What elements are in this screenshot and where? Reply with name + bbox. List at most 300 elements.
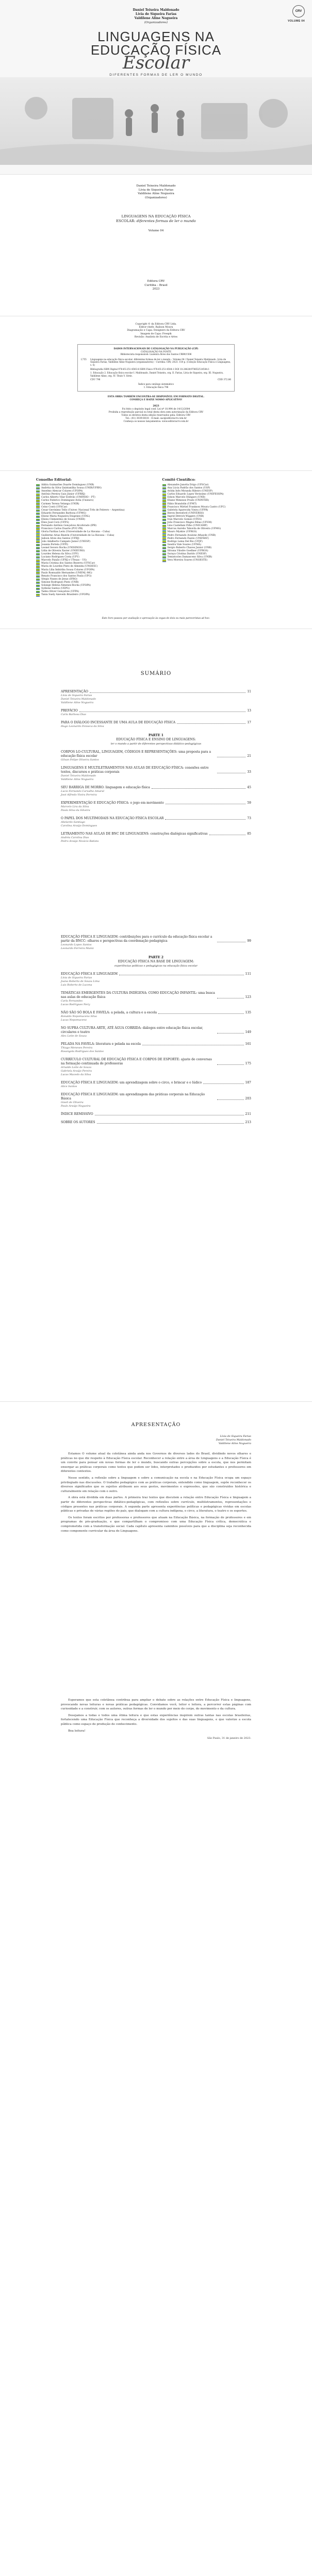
- presentation-author: Valdilene Aline Nogueira: [218, 1442, 251, 1445]
- toc-entry[interactable]: [61, 766, 251, 782]
- council-member-name: Lourdes Helena da Silva (UFV): [41, 553, 79, 556]
- council-member-name: Maria Lília Imbiriba Sousa Colares (UFOPA): [41, 568, 95, 571]
- toc-entry-title: EDUCAÇÃO FÍSICA E LINGUAGEM: [61, 972, 118, 976]
- toc-entry[interactable]: [61, 1026, 251, 1038]
- council-member-name: Ana Lúcia Padrão dos Santos (USP): [167, 487, 210, 490]
- toc-page-number: 21: [247, 754, 251, 758]
- council-member-name: Maria Cristina dos Santos Bezerra (UFSCar): [41, 562, 95, 565]
- presentation-author: Daniel Teixeira Maldonado: [216, 1438, 251, 1442]
- toc-entry-title: EXPERIMENTAÇÃO E EDUCAÇÃO FÍSICA: o jogo em movimento: [61, 801, 164, 805]
- digital-notice: ESTA OBRA TAMBÉM ENCONTRA-SE DISPONÍVEL EM FORMATO DIGITAL.: [107, 396, 205, 399]
- toc-entry[interactable]: [61, 801, 251, 812]
- toc-title: SUMÁRIO: [140, 671, 172, 676]
- toc-entry[interactable]: [61, 817, 251, 828]
- toc-entry-title: CORPOS LO-CULTURAL, LINGUAGEM, CÓDIGOS E REPRESENTAÇÕES: uma proposta para a educação física escolar: [61, 750, 211, 758]
- flag-icon: [36, 591, 40, 594]
- toc-page-number: 73: [247, 817, 251, 820]
- toc-part-title: EDUCAÇÃO FÍSICA E ENSINO DE LINGUAGENS:: [116, 738, 196, 741]
- flag-icon: [36, 503, 40, 505]
- title-page-editors: [0, 174, 312, 200]
- flag-icon: [162, 516, 166, 518]
- cover-title-line1: LINGUAGENS NA: [97, 29, 215, 44]
- flag-icon: [36, 510, 40, 512]
- toc-entry[interactable]: [61, 1112, 251, 1116]
- cip-cdd: CDD 372.86: [218, 378, 231, 381]
- council-member-name: Eliane Mimesse Prado (UNINTER): [167, 499, 209, 502]
- cip-librarian: Bibliotecária responsável: Luzenira Alves dos Santos CRB9/1506: [120, 353, 192, 356]
- toc-page-number: 17: [247, 721, 251, 724]
- cover-editor: Valdilene Aline Nogueira: [134, 16, 178, 20]
- legal-block: [0, 405, 312, 423]
- flag-icon: [162, 484, 166, 487]
- council-member-name: Francisco Mirtiel Frankson Moura Castro (UFC): [167, 505, 226, 509]
- flag-icon: [36, 540, 40, 543]
- council-member-name: Leonel Severo Rocha (UNISINOS): [41, 546, 83, 549]
- flag-icon: [36, 513, 40, 515]
- council-member-name: Josania Portela (UFPI): [41, 543, 68, 546]
- toc-page-number: 45: [247, 786, 251, 789]
- toc-entry[interactable]: [61, 935, 251, 951]
- flag-icon: [162, 544, 166, 547]
- council-member-name: Suraya Cristina Darido (UNESP): [167, 553, 207, 556]
- title-page-imprint: [0, 280, 312, 292]
- flag-icon: [36, 522, 40, 524]
- flag-icon: [162, 547, 166, 550]
- council-member-name: Lídia de Oliveira Xavier (UNIEURO): [41, 549, 85, 552]
- flag-icon: [36, 500, 40, 502]
- toc-page-number: 85: [247, 832, 251, 836]
- flag-icon: [162, 519, 166, 521]
- editorial-members-list: [36, 484, 150, 597]
- toc-entry[interactable]: [61, 1093, 251, 1108]
- flag-icon: [162, 506, 166, 509]
- toc-entry-title: EDUCAÇÃO FÍSICA E LINGUAGEM: um aprendizagem das práticas corporais na Educação Básica: [61, 1093, 205, 1100]
- toc-leader-dots: [203, 1083, 243, 1084]
- flag-icon: [36, 585, 40, 587]
- flag-icon: [36, 487, 40, 490]
- toc-page-number: 123: [245, 995, 251, 999]
- council-member-name: Eduardo Fernandes Barbosa (UFMG): [41, 512, 86, 515]
- cip-title: DADOS INTERNACIONAIS DE CATALOGAÇÃO NA PUBLICAÇÃO (CIP): [113, 347, 199, 350]
- toc-page-number: 211: [245, 1112, 251, 1116]
- toc-page-number: 111: [245, 972, 251, 976]
- council-member-name: Carmen Tereza Velanga (UNIR): [41, 502, 79, 505]
- council-member-name: Sandra Vale Soares (UFMA): [167, 543, 202, 546]
- credit-line: Imagem de Capa: Freepik: [140, 332, 172, 335]
- toc-page-number: 59: [247, 801, 251, 805]
- toc-entry-authors: Alice Santos: [61, 1085, 77, 1088]
- toc-entry-authors: Gilvan Felipe Oliveira Santos: [61, 758, 99, 761]
- toc-leader-dots: [217, 1064, 244, 1065]
- toc-leader-dots: [97, 1123, 244, 1124]
- cover-editor: Daniel Teixeira Maldonado: [133, 8, 179, 12]
- toc-list: [61, 690, 251, 1125]
- flag-icon: [36, 490, 40, 493]
- flag-icon: [162, 487, 166, 490]
- paragraph: A obra está dividida em duas partes. A primeira traz textos que discutem a relação entre Educação Física e linguagem a partir de diferentes perspectivas didático-pedagógicas, com reflexões sobre currículo, multiletramentos, representações e códigos presentes nas práticas corporais. A segunda parte apresenta experiências políticas e pedagógicas vividas em escolas públicas e privadas de várias regiões do país, que dialogam com a cultura indígena, o circo, a literatura, o teatro e os esportes.: [61, 1496, 251, 1513]
- toc-entry-authors: Ronaldo Nepomuceno Silva Lucas Nepomuceno: [61, 1015, 97, 1022]
- council-member: [162, 559, 276, 562]
- toc-page-number: 13: [247, 709, 251, 713]
- flag-icon: [162, 525, 166, 528]
- toc-leader-dots: [158, 1013, 243, 1014]
- toc-entry[interactable]: [61, 721, 251, 728]
- title-page-title-main: LINGUAGENS NA EDUCAÇÃO FÍSICA: [121, 214, 191, 218]
- toc-entry[interactable]: [61, 750, 251, 762]
- cover-volume: VOLUME 04: [288, 20, 305, 23]
- toc-entry[interactable]: [61, 832, 251, 843]
- toc-entry-title: ÍNDICE REMISSIVO: [61, 1112, 93, 1116]
- council-member-name: Anselmo Alencar Colares (UFOPA): [41, 490, 83, 493]
- credit-line: Diagramação e Capa: Designers da Editora CRV: [127, 329, 185, 332]
- council-member-name: João Francisco Magno Ribas (UFSM): [167, 521, 212, 524]
- cover-editors-role: (Organizadores): [144, 21, 168, 24]
- toc-page-number: 11: [247, 690, 251, 693]
- toc-page-number: 161: [245, 1042, 251, 1046]
- cip-box: [77, 344, 235, 392]
- flag-icon: [162, 553, 166, 556]
- cover-subtitle: DIFERENTES FORMAS DE LER O MUNDO: [109, 73, 203, 77]
- toc-entry-title: SOBRE OS AUTORES: [61, 1121, 95, 1124]
- toc-entry[interactable]: [61, 1011, 251, 1022]
- cip-subjects: 1. Educação 2. Educação física escolar I. Maldonado, Daniel Teixeira, org. II. Farias, Lívia de Siqueira, org. III. Nogueira, Valdilene Aline, org. IV. Título V. Série.: [90, 371, 224, 377]
- flag-icon: [36, 566, 40, 568]
- flag-icon: [36, 550, 40, 553]
- flag-icon: [162, 528, 166, 531]
- council-member-name: Guillermo Arias Beatón (Universidade de La Havana – Cuba): [41, 534, 114, 537]
- toc-part-title: EDUCAÇÃO FÍSICA NA BASE DE LINGUAGEM:: [118, 960, 194, 963]
- council-member-name: Vera Moreira Soares (UNOESTE): [167, 559, 208, 562]
- council-member-name: Mauro Myskiw (UFRGS): [167, 531, 197, 534]
- flag-icon: [36, 531, 40, 534]
- toc-part-subtitle: experiências políticas e pedagógicas na educação física escolar: [114, 964, 198, 968]
- cip-isbn: Bibliografia ISBN Digital 978-65-251-4545-8 ISBN Físico 978-65-251-4544-1 DOI 10.24824/978652514544.1: [90, 367, 210, 370]
- council-member-name: Gabriela Aparecida Vieira (UFPR): [167, 509, 208, 512]
- council-member-name: Francisco Carlos Duarte (PUC-PR): [41, 528, 83, 531]
- toc-leader-dots: [217, 1099, 244, 1100]
- toc-page-number: 99: [247, 939, 251, 943]
- toc-entry[interactable]: [61, 991, 251, 1007]
- flag-icon: [162, 556, 166, 559]
- title-page-year: 2023: [152, 287, 160, 291]
- flag-icon: [36, 575, 40, 578]
- toc-entry[interactable]: [61, 709, 251, 717]
- toc-page-number: 33: [247, 770, 251, 774]
- flag-icon: [36, 569, 40, 571]
- flag-icon: [36, 556, 40, 559]
- council-member-name: João Adalberto Campato Junior (UNESP): [41, 540, 91, 543]
- toc-entry-authors: Lívia de Siqueira Farias Joana Roberta de Souza Lima Luis Roberto de Lucena: [61, 976, 100, 987]
- council-member-name: Luciano Rodrigues Costa (UFV): [41, 556, 79, 559]
- council-member-name: Antônio Pereira Gaio Júnior (UFRRJ): [41, 493, 86, 496]
- council-member-name: Temistocles Damasceno Silva (UNIR): [167, 556, 212, 559]
- cip-index: Índice para catálogo sistemático 1. Educação física 796: [138, 382, 174, 388]
- toc-entry-title: PELADA NA FAVELA: literatura e pelada na escola: [61, 1042, 141, 1046]
- flag-icon: [36, 572, 40, 574]
- flag-icon: [162, 497, 166, 499]
- credit-line: Copyright © da Editora CRV Ltda.: [135, 323, 177, 326]
- toc-leader-dots: [79, 711, 246, 712]
- title-page-editor: Valdilene Aline Nogueira: [138, 192, 174, 195]
- flag-icon: [36, 579, 40, 581]
- council-member-name: Celso Conti (UFSCar): [41, 505, 68, 509]
- credit-line: Revisão: Analista de Escrita e Artes: [134, 335, 178, 338]
- toc-entry[interactable]: [61, 786, 251, 797]
- cip-subtitle: CATALOGAÇÃO NA FONTE: [140, 350, 172, 353]
- council-member-name: Alexandre Janotta Drigo (UFSCar): [167, 484, 209, 486]
- editorial-council: [36, 478, 150, 597]
- council-member-name: Elizeu Clementino de Souza (UNEB): [41, 518, 85, 521]
- toc-entry-authors: Alex Leite de Souza: [61, 1035, 87, 1038]
- councils-columns: [0, 470, 312, 597]
- council-member-name: Carlos Eduardo Lopes Verissimo (UNIFESSPA): [167, 493, 224, 496]
- presentation-body: [61, 1452, 251, 1533]
- toc-entry-authors: Marcelo Lira da Silva Paula Silva da Silveira: [61, 805, 90, 812]
- cip-code: L755: [81, 358, 87, 361]
- flag-icon: [36, 563, 40, 565]
- council-member-name: Fernando Antônio Gonçalves Alcoforado (IPB): [41, 524, 97, 528]
- editorial-council-title: Conselho Editorial:: [36, 478, 72, 482]
- flag-icon: [36, 497, 40, 499]
- toc-entry-authors: Lívia de Siqueira Farias Daniel Teixeira Maldonado Valdilene Aline Nogueira: [61, 694, 96, 704]
- scientific-committee: [162, 478, 276, 597]
- credit-line: Editor-chefe: Railson Moura: [139, 326, 173, 329]
- flag-icon: [162, 490, 166, 493]
- council-member: [36, 594, 150, 597]
- flag-icon: [36, 484, 40, 487]
- councils-page: [0, 470, 312, 629]
- toc-page-number: 175: [245, 1062, 251, 1065]
- flag-icon: [36, 588, 40, 590]
- council-member-name: Marcelo Paixão (UFRJ e UTexas – US): [41, 559, 87, 562]
- council-member-name: Carlos Federico Dominguez Avila (Unieuro): [41, 499, 94, 502]
- flag-icon: [36, 534, 40, 537]
- cip-cdu: CDU 796: [90, 378, 101, 381]
- council-member-name: Tadeu Oliver Gonçalves (UFPA): [41, 590, 79, 594]
- council-member-name: Élsio José Corá (UFFS): [41, 521, 69, 524]
- title-page-volume: Volume 04: [148, 229, 164, 232]
- title-page-editor: Lívia de Siqueira Farias: [138, 188, 174, 192]
- council-member-name: Renato Francisco dos Santos Paula (UFG): [41, 574, 92, 578]
- toc-entry-title: LETRAMENTO NAS AULAS DE BNC DE LINGUAGENS: construções dialógicas significativas: [61, 832, 208, 836]
- toc-entry-title: NÃO SÃO SÓ BOLA E FAVELA: a pelada, a cultura e a escola: [61, 1011, 157, 1014]
- title-page-editors-role: (Organizadores): [145, 196, 167, 199]
- council-member-name: Ivan Marcelo Gomes (UFES): [167, 518, 202, 521]
- toc-leader-dots: [165, 819, 245, 820]
- council-member-name: Silvana Vilodre Goellner (UFRGS): [167, 549, 208, 552]
- closing-line: Boa leitura!: [68, 1729, 86, 1733]
- copyright-page: [0, 316, 312, 471]
- council-member-name: Marcus Aurelio Taborda de Oliveira (UFMG): [167, 528, 221, 531]
- toc-leader-dots: [152, 788, 246, 789]
- flag-icon: [36, 547, 40, 550]
- toc-entry-title: LINGUAGENS E MULTILETRAMENTOS NAS AULAS DE EDUCAÇÃO FÍSICA: conexões entre textos, discursos e práticas corporais: [61, 766, 209, 774]
- flag-icon: [162, 560, 166, 562]
- toc-entry-authors: Daniel Teixeira Maldonado Valdilene Aline Nogueira: [61, 774, 96, 781]
- toc-entry-authors: Andréa Carolina Dias Pedro Araújo Nicácio Batista: [61, 836, 99, 843]
- flag-icon: [36, 528, 40, 531]
- toc-entry-authors: Thiago Meneses Pereira Rosangela Rodrigues dos Santos: [61, 1046, 104, 1053]
- app-notice: CONHEÇA E BAIXE NOSSO APLICATIVO!: [129, 399, 183, 402]
- title-page-title: [0, 214, 312, 234]
- presentation-authors: [0, 1435, 251, 1446]
- toc-entry-title: PREFÁCIO: [61, 709, 78, 713]
- toc-page-number: 187: [245, 1081, 251, 1084]
- flag-icon: [162, 503, 166, 505]
- scientific-committee-title: Comitê Científico:: [162, 478, 196, 482]
- flag-icon: [36, 519, 40, 521]
- flag-icon: [36, 537, 40, 540]
- title-page-editor: Daniel Teixeira Maldonado: [136, 184, 176, 188]
- toc-entry-title: SEU BARRIGA DE MORRO: linguagem e educação física: [61, 786, 150, 789]
- toc-entry-title: EDUCAÇÃO FÍSICA E LINGUAGEM: contribuições para o currículo da educação física escolar a partir da BNCC: olhares e perspectivas da coordenação pedagógica: [61, 935, 212, 943]
- council-member-name: Simone Rodrigues Pinto (UNB): [41, 581, 79, 584]
- toc-entry-authors: Abelardo Santiago Carolina Araújo Domingues: [61, 821, 97, 827]
- council-member-name: Heron Beresford (UNIVERSO): [167, 512, 204, 515]
- flag-icon: [162, 510, 166, 512]
- council-member-name: Paulo Romualdo Hernandes (UNIFAL-MG): [41, 571, 92, 574]
- toc-entry-authors: Arnaldo Leite de Souza Gabriela Araújo Pereira Lucas Macedo da Silva: [61, 1066, 92, 1076]
- toc-part: [61, 734, 251, 746]
- credits-block: [0, 316, 312, 339]
- flag-icon: [162, 531, 166, 534]
- book-cover: [0, 0, 312, 175]
- cover-editors: [0, 0, 312, 25]
- place-date: São Paulo, 31 de janeiro de 2023.: [207, 1737, 251, 1740]
- flag-icon: [36, 506, 40, 509]
- council-member-name: Arilda Inês Miranda Ribeiro (UNESP): [167, 490, 213, 493]
- cover-title-line2: EDUCAÇÃO FÍSICA: [90, 42, 222, 58]
- paragraph: Desejamos a todas e todos uma ótima leitura e que estas experiências inspirem outras tantas nas escolas brasileiras, fortalecendo uma Educação Física que reconheça a diversidade dos sujeitos e das suas linguagens, e que valorize a escola pública como espaço de produção de conhecimento.: [61, 1714, 251, 1726]
- council-member-name: Elione Maria Nogueira Diogenes (UFAL): [41, 515, 90, 518]
- toc-entry[interactable]: [61, 690, 251, 705]
- toc-entry[interactable]: [61, 972, 251, 987]
- title-page-subtitle: diferentes formas de ler o mundo: [136, 219, 196, 223]
- scientific-members-list: [162, 484, 276, 562]
- toc-entry-authors: Hugo Leonardo Fonseca da Silva: [61, 725, 104, 728]
- paragraph: Estamos O volume atual da coletânea ainda anda nos Governos de diversos lados do Brasil, dividindo novos olhares e práticas no que diz respeito à Educação Física escolar. Reconhecer a relação entre a área de Linguagens e a Educação Física é um convite para pensar em novas formas de ler o mundo, buscando outras percepções sobre a escola, que nos permitam enxergar as práticas corporais como textos que podem ser lidos, interpretados e produzidos por estudantes e professores em diferentes contextos.: [61, 1452, 251, 1473]
- council-member-name: Gloria Fariñas León (Universidade de La Havana – Cuba): [41, 531, 110, 534]
- cover-illustration: [0, 77, 312, 165]
- council-member-name: Jailson Alves dos Santos (UFRJ): [41, 537, 79, 540]
- toc-part-label: PARTE 2: [149, 956, 163, 959]
- presentation-author: Lívia de Siqueira Farias: [220, 1435, 251, 1438]
- cip-reference: Linguagens na educação física escolar: diferentes formas de ler o mundo – Volume 04 / Daniel Teixeira Maldonado, Lívia de Siqueira Farias, Valdilene Aline Nogueira (organizadores) – Curitiba: CRV, 2023. 154 p. (Coleção Educação Física e Linguagens, v. 4): [90, 358, 231, 366]
- presentation-body-continued: [61, 1698, 251, 1741]
- toc-leader-dots: [177, 723, 245, 724]
- council-member-name: Lino Castellani Filho (UNICAMP): [167, 524, 208, 528]
- toc-entry-title: APRESENTAÇÃO: [61, 690, 88, 693]
- toc-entry[interactable]: [61, 1121, 251, 1125]
- toc-entry-title: CURRÍCULO CULTURAL DE EDUCAÇÃO FÍSICA E CORPOS DE ESPORTE: ajuste de conversas na formação continuada de professoras: [61, 1058, 212, 1065]
- council-member-name: Sydione Santos (UEPG): [41, 587, 70, 590]
- flag-icon: [162, 494, 166, 496]
- flag-icon: [162, 537, 166, 540]
- toc-entry-authors: Carla Fernandes Lucas Rodrigues Nery: [61, 999, 90, 1006]
- council-member-name: Sergio Roberto Chaves Junior (UNB): [167, 546, 212, 549]
- flag-icon: [162, 513, 166, 515]
- council-member-name: Tania Suely Azevedo Brasileiro (UFOPA): [41, 594, 90, 597]
- paragraph: Os textos foram escritos por professoras e professores que atuam na Educação Básica, na formação de professores e em programas de pós-graduação, e que compartilham o compromisso com uma Educação Física crítica, democrática e comprometida com a transformação social. Cada capítulo apresenta caminhos possíveis para que a disciplina seja reconhecida como componente curricular da área de Linguagens.: [61, 1516, 251, 1533]
- flag-icon: [162, 522, 166, 524]
- toc-page-number: 135: [245, 1011, 251, 1014]
- flag-icon: [162, 550, 166, 553]
- council-member-name: Aldira Guimarães Duarte Domínguez (UNB): [41, 484, 94, 486]
- toc-entry[interactable]: [61, 1058, 251, 1077]
- title-page-publisher: Editora CRV: [147, 280, 165, 283]
- toc-entry-title: NO SUPRA CULTURA ARTE, ATÉ ÁGUA CORRIDA: diálogos entre educação física escolar, circulares e teatro: [61, 1026, 203, 1034]
- toc-part-subtitle: ler o mundo a partir de diferentes perspectivas didático-pedagógicas: [110, 742, 202, 745]
- council-member-name: Maria de Lourdes Pinto de Almeida (UNOESC): [41, 565, 98, 568]
- title-page-city: Curitiba – Brasil: [144, 283, 168, 287]
- council-member-name: Pedro Fernando Fazzio (UNEMAT): [167, 537, 209, 540]
- flag-icon: [36, 544, 40, 547]
- toc-entry-authors: Carla Barbosa Dias: [61, 713, 86, 716]
- flag-icon: [36, 494, 40, 496]
- rights-notice: [0, 396, 312, 402]
- toc-entry[interactable]: [61, 1081, 251, 1089]
- title-page: [0, 174, 312, 316]
- council-member-name: Carlos Alberto Vilar Estêvão (UMINHO – PT): [41, 496, 95, 499]
- publisher-logo: CRV: [292, 5, 305, 18]
- cover-title-script: Escolar: [122, 53, 190, 73]
- council-member-name: Cesar Gerónimo Tello (Univer. Nacional Três de Febrero – Argentina): [41, 509, 125, 512]
- peer-review-note: Este livro passou por avaliação e aprovação às cegas de dois ou mais pareceristas ad hoc.: [102, 617, 210, 620]
- toc-leader-dots: [90, 692, 246, 693]
- flag-icon: [162, 540, 166, 543]
- flag-icon: [36, 582, 40, 584]
- toc-entry-authors: Leonardo Lopes Santos Leonardo Ferreira Muniz: [61, 943, 94, 950]
- toc-entry-title: EDUCAÇÃO FÍSICA E LINGUAGEM: um aprendizagem sobre o circo, o brincar e o lúdico: [61, 1081, 202, 1084]
- council-member-name: Edson Marcelo Húngaro (UNB): [167, 496, 205, 499]
- council-member-name: Ingrid Dittrich Wiggers (UNB): [167, 515, 204, 518]
- title-page-title-rest: ESCOLAR:: [116, 219, 136, 223]
- cover-editor: Lívia de Siqueira Farias: [135, 12, 177, 16]
- toc-page-number: 213: [245, 1121, 251, 1124]
- toc-entry[interactable]: [61, 1042, 251, 1054]
- legal-text: Foi feito o depósito legal conf. Lei nº 10.994 de 14/12/2004 Proibida a reprodução parcial ou total desta obra sem autorização da Editora CRV Todos os direitos desta edição reservados pela: Editora CRV Tel.: (41) 3039-6418 – E-mail: sac@editoracrv.com.br Conheça os nossos lançamentos: www.editoracrv.com.br: [108, 408, 204, 423]
- flag-icon: [36, 560, 40, 562]
- paragraph: Nesse sentido, a reflexão sobre a linguagem e sobre a comunicação na escola e na Educação Física ocupa um espaço privilegiado nas discussões. O trabalho pedagógico com as práticas corporais, entendido como linguagem, supõe reconhecer os diversos significados que os sujeitos atribuem aos seus gestos, movimentos e expressões, que são construídos histórica e culturalmente em relação com o outro.: [61, 1476, 251, 1493]
- flag-icon: [36, 525, 40, 528]
- toc-page-number: 149: [245, 1030, 251, 1034]
- council-member-name: Pedro Fernando Avalone Athayde (UNB): [167, 534, 216, 537]
- council-member-name: Solange Helena Ximenes-Rocha (UFOPA): [41, 584, 91, 587]
- flag-icon: [162, 534, 166, 537]
- cover-title: [0, 30, 312, 77]
- flag-icon: [36, 516, 40, 518]
- toc-entry-authors: Lucio Fernando Carvalho Amaral José Alfredo Vieira Ferreira: [61, 790, 105, 796]
- flag-icon: [162, 500, 166, 502]
- council-member-name: Rodrigo Lema Del Rio (UFJF): [167, 540, 203, 543]
- presentation-section: [0, 1401, 312, 2576]
- flag-icon: [36, 553, 40, 556]
- toc-entry-authors: Giseli de Oliveira Paulo Araújo Nogueira: [61, 1101, 91, 1108]
- legal-year: 2023: [153, 405, 159, 408]
- flag-icon: [36, 594, 40, 597]
- toc-part-label: PARTE 1: [149, 734, 163, 737]
- toc-part: [61, 956, 251, 968]
- presentation-title: APRESENTAÇÃO: [131, 1422, 181, 1428]
- toc-entry-title: O PAPEL DOS MULTIMODAIS NA EDUCAÇÃO FÍSICA ESCOLAR: [61, 817, 164, 820]
- toc-page-number: 203: [245, 1097, 251, 1100]
- paragraph: Esperamos que esta coletânea contribua para ampliar o debate sobre as relações entre Educação Física e linguagens, provocando novas leituras e novas práticas pedagógicas. Convidamos você, leitor e leitora, a percorrer estas páginas com curiosidade e a construir, com os autores, outras formas de ler o mundo por meio do corpo, do movimento e da cultura.: [61, 1699, 251, 1711]
- table-of-contents: [0, 629, 312, 1402]
- council-member-name: Andréia da Silva Quintanilha Sousa (UNIR/UFRN): [41, 487, 102, 490]
- council-member-name: Sérgio Nunes de Jesus (IFRO): [41, 578, 77, 581]
- council-member-name: Fábio Brandolin (UFMT): [167, 502, 197, 505]
- toc-entry-title: PARA O DIÁLOGO INCESSANTE DE UMA AULA DE EDUCAÇÃO FÍSICA: [61, 721, 176, 724]
